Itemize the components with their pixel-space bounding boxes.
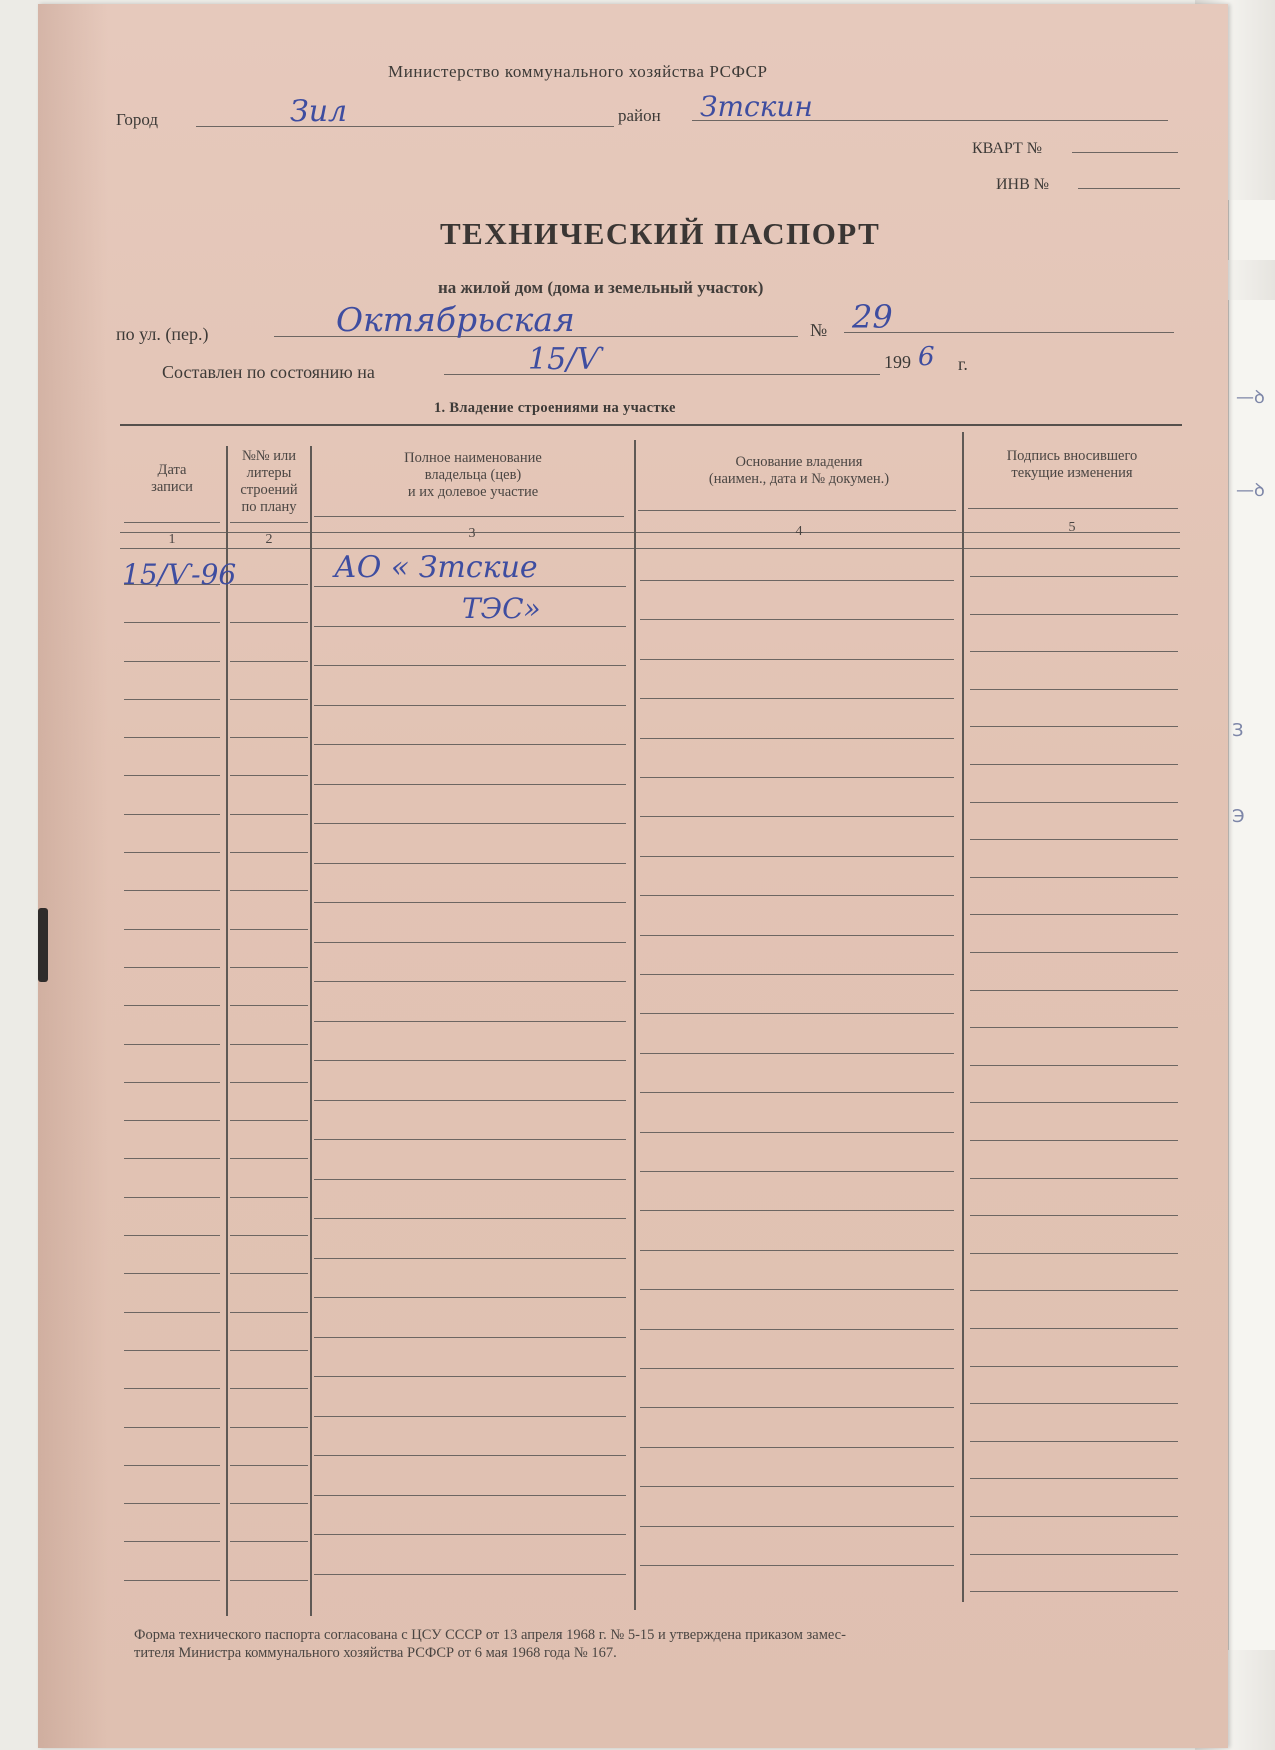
table-row-line (314, 1455, 626, 1456)
table-row-line (640, 1368, 954, 1369)
column-divider (310, 446, 312, 1616)
table-row-line (230, 1427, 308, 1428)
table-row-line (970, 877, 1178, 878)
table-row-line (970, 614, 1178, 615)
table-row-line (230, 775, 308, 776)
city-label: Город (116, 110, 158, 129)
column-header-building-letters: №№ или литеры строений по плану (240, 448, 298, 515)
table-row-line (230, 1388, 308, 1389)
entry-owner-line1: АО « Зтскиe (334, 550, 538, 585)
table-row-line (640, 738, 954, 739)
table-row-line (970, 764, 1178, 765)
underlying-page-mark: Э (1232, 806, 1245, 827)
table-row-line (124, 1158, 220, 1159)
entry-date: 15/Ѵ-96 (122, 558, 237, 591)
table-row-line (124, 1044, 220, 1045)
table-row-line (124, 1388, 220, 1389)
table-row-line (640, 1329, 954, 1330)
table-row-line (640, 580, 954, 581)
table-row-line (970, 1478, 1178, 1479)
table-row-line (640, 698, 954, 699)
binding-clip (38, 908, 48, 982)
column-number: 1 (168, 532, 176, 547)
table-row-line (314, 1218, 626, 1219)
column-divider (634, 440, 636, 1610)
table-row-line (970, 1554, 1178, 1555)
table-row-line (230, 1350, 308, 1351)
table-row-line (124, 1082, 220, 1083)
table-row-line (314, 1060, 626, 1061)
kvart-line (1072, 152, 1178, 153)
header-underline (314, 516, 624, 517)
table-row-line (230, 1197, 308, 1198)
header-underline (638, 510, 956, 511)
underlying-page-edge (1228, 200, 1275, 260)
street-value: Октябрьская (336, 300, 575, 339)
kvart-label: КВАРТ № (972, 140, 1043, 157)
header-underline (230, 522, 308, 523)
table-row-line (640, 1053, 954, 1054)
underlying-page-mark: —ꝺ (1236, 480, 1265, 501)
table-row-line (230, 1158, 308, 1159)
table-row-line (124, 1312, 220, 1313)
house-number-value: 29 (852, 298, 893, 336)
composed-date-line (444, 374, 880, 375)
table-row-line (230, 584, 308, 585)
underlying-page-mark: —ꝺ (1236, 387, 1265, 408)
table-row-line (640, 935, 954, 936)
table-row-line (314, 1534, 626, 1535)
table-row-line (314, 1297, 626, 1298)
table-row-line (314, 1574, 626, 1575)
table-row-line (124, 775, 220, 776)
table-row-line (314, 1179, 626, 1180)
table-row-line (640, 856, 954, 857)
table-row-line (124, 890, 220, 891)
column-divider (226, 446, 228, 1616)
column-number: 2 (265, 532, 273, 547)
district-label: район (618, 106, 661, 125)
composed-date-label: Составлен по состоянию на (162, 362, 375, 382)
table-row-line (314, 902, 626, 903)
table-number-rule (120, 548, 1180, 549)
column-number: 3 (468, 526, 476, 541)
inv-label: ИНВ № (996, 176, 1050, 193)
table-row-line (314, 1139, 626, 1140)
table-row-line (230, 1465, 308, 1466)
table-row-line (124, 1541, 220, 1542)
table-row-line (124, 852, 220, 853)
table-row-line (124, 1005, 220, 1006)
table-row-line (230, 1005, 308, 1006)
table-row-line (124, 661, 220, 662)
table-row-line (230, 929, 308, 930)
document-title: ТЕХНИЧЕСКИЙ ПАСПОРТ (440, 216, 881, 251)
table-row-line (314, 1416, 626, 1417)
table-row-line (640, 1132, 954, 1133)
table-row-line (230, 622, 308, 623)
table-row-line (314, 823, 626, 824)
column-number: 5 (1068, 520, 1076, 535)
year-suffix: 6 (918, 342, 935, 372)
table-row-line (970, 1215, 1178, 1216)
underlying-page-mark: З (1232, 720, 1244, 741)
table-row-line (970, 1290, 1178, 1291)
table-row-line (314, 981, 626, 982)
table-row-line (970, 1065, 1178, 1066)
table-row-line (640, 974, 954, 975)
table-row-line (970, 1027, 1178, 1028)
table-row-line (314, 744, 626, 745)
table-row-line (124, 1235, 220, 1236)
table-row-line (640, 1486, 954, 1487)
table-top-rule (120, 424, 1182, 426)
table-row-line (970, 1591, 1178, 1592)
table-row-line (230, 661, 308, 662)
table-row-line (230, 1044, 308, 1045)
table-row-line (314, 784, 626, 785)
table-row-line (314, 863, 626, 864)
table-row-line (970, 914, 1178, 915)
page-fold-shadow (38, 4, 108, 1748)
inv-line (1078, 188, 1180, 189)
table-row-line (970, 952, 1178, 953)
table-row-line (640, 816, 954, 817)
table-row-line (970, 576, 1178, 577)
table-row-line (640, 1210, 954, 1211)
column-header-signature: Подпись вносившего текущие изменения (1006, 448, 1138, 481)
table-row-line (970, 990, 1178, 991)
table-row-line (314, 626, 626, 627)
table-row-line (640, 1092, 954, 1093)
street-label: по ул. (пер.) (116, 324, 209, 344)
table-row-line (230, 1312, 308, 1313)
table-row-line (970, 1253, 1178, 1254)
table-row-line (230, 1235, 308, 1236)
table-row-line (970, 839, 1178, 840)
table-row-line (230, 1120, 308, 1121)
table-row-line (230, 1503, 308, 1504)
table-row-line (970, 802, 1178, 803)
table-row-line (124, 737, 220, 738)
table-row-line (124, 1273, 220, 1274)
table-row-line (970, 1102, 1178, 1103)
district-value: Зтскин (700, 90, 813, 123)
table-row-line (230, 814, 308, 815)
table-row-line (640, 895, 954, 896)
passport-page (38, 4, 1228, 1748)
table-row-line (970, 1366, 1178, 1367)
table-row-line (230, 967, 308, 968)
table-row-line (640, 659, 954, 660)
table-row-line (640, 1250, 954, 1251)
table-row-line (124, 622, 220, 623)
table-row-line (640, 1407, 954, 1408)
ministry-heading: Министерство коммунального хозяйства РСФСР (388, 62, 768, 81)
city-line (196, 126, 614, 127)
column-header-date: Дата записи (151, 462, 193, 495)
number-line (844, 332, 1174, 333)
table-row-line (970, 1516, 1178, 1517)
table-row-line (970, 689, 1178, 690)
column-header-ownership-basis: Основание владения (наимен., дата и № докумен.) (708, 454, 890, 487)
table-row-line (640, 619, 954, 620)
table-row-line (970, 1178, 1178, 1179)
table-row-line (640, 1565, 954, 1566)
table-row-line (314, 705, 626, 706)
footnote (134, 1626, 846, 1662)
city-value: Зил (290, 94, 348, 129)
table-row-line (230, 852, 308, 853)
table-row-line (314, 1021, 626, 1022)
table-row-line (314, 1495, 626, 1496)
table-row-line (230, 1273, 308, 1274)
underlying-page-edge (1228, 300, 1275, 1650)
table-row-line (230, 890, 308, 891)
composed-date-value: 15/Ѵ (528, 342, 603, 377)
table-row-line (230, 699, 308, 700)
table-row-line (970, 1140, 1178, 1141)
table-row-line (314, 1100, 626, 1101)
column-header-owner: Полное наименование владельца (цев) и их долевое участие (404, 450, 542, 500)
table-row-line (230, 1580, 308, 1581)
footnote-line: тителя Министра коммунального хозяйства РСФСР от 6 мая 1968 года № 167. (134, 1645, 617, 1661)
table-row-line (124, 1197, 220, 1198)
table-row-line (640, 1447, 954, 1448)
table-row-line (640, 777, 954, 778)
table-row-line (124, 1427, 220, 1428)
header-underline (124, 522, 220, 523)
table-row-line (230, 1541, 308, 1542)
table-row-line (124, 1350, 220, 1351)
table-row-line (124, 1465, 220, 1466)
column-number: 4 (795, 524, 803, 539)
document-subtitle: на жилой дом (дома и земельный участок) (438, 278, 764, 297)
table-row-line (124, 967, 220, 968)
footnote-line: Форма технического паспорта согласована с ЦСУ СССР от 13 апреля 1968 г. № 5-15 и утверждена приказом замес- (134, 1627, 846, 1643)
table-row-line (314, 1376, 626, 1377)
table-row-line (314, 942, 626, 943)
table-row-line (640, 1289, 954, 1290)
number-label: № (810, 320, 828, 340)
table-row-line (124, 1580, 220, 1581)
table-row-line (230, 1082, 308, 1083)
table-row-line (314, 1337, 626, 1338)
table-row-line (640, 1171, 954, 1172)
table-row-line (124, 929, 220, 930)
table-row-line (970, 726, 1178, 727)
column-divider (962, 432, 964, 1602)
entry-owner-line2: ТЭС» (462, 592, 541, 625)
table-row-line (314, 586, 626, 587)
table-row-line (124, 1503, 220, 1504)
table-row-line (124, 699, 220, 700)
table-row-line (970, 1441, 1178, 1442)
section-title: 1. Владение строениями на участке (434, 400, 676, 416)
table-row-line (230, 737, 308, 738)
table-row-line (640, 1526, 954, 1527)
table-row-line (124, 1120, 220, 1121)
year-prefix: 199 (884, 352, 911, 372)
table-row-line (970, 1328, 1178, 1329)
table-row-line (314, 1258, 626, 1259)
table-row-line (314, 665, 626, 666)
year-unit: г. (958, 354, 968, 374)
table-row-line (970, 651, 1178, 652)
table-row-line (970, 1403, 1178, 1404)
table-row-line (640, 1013, 954, 1014)
header-underline (968, 508, 1178, 509)
table-row-line (124, 814, 220, 815)
